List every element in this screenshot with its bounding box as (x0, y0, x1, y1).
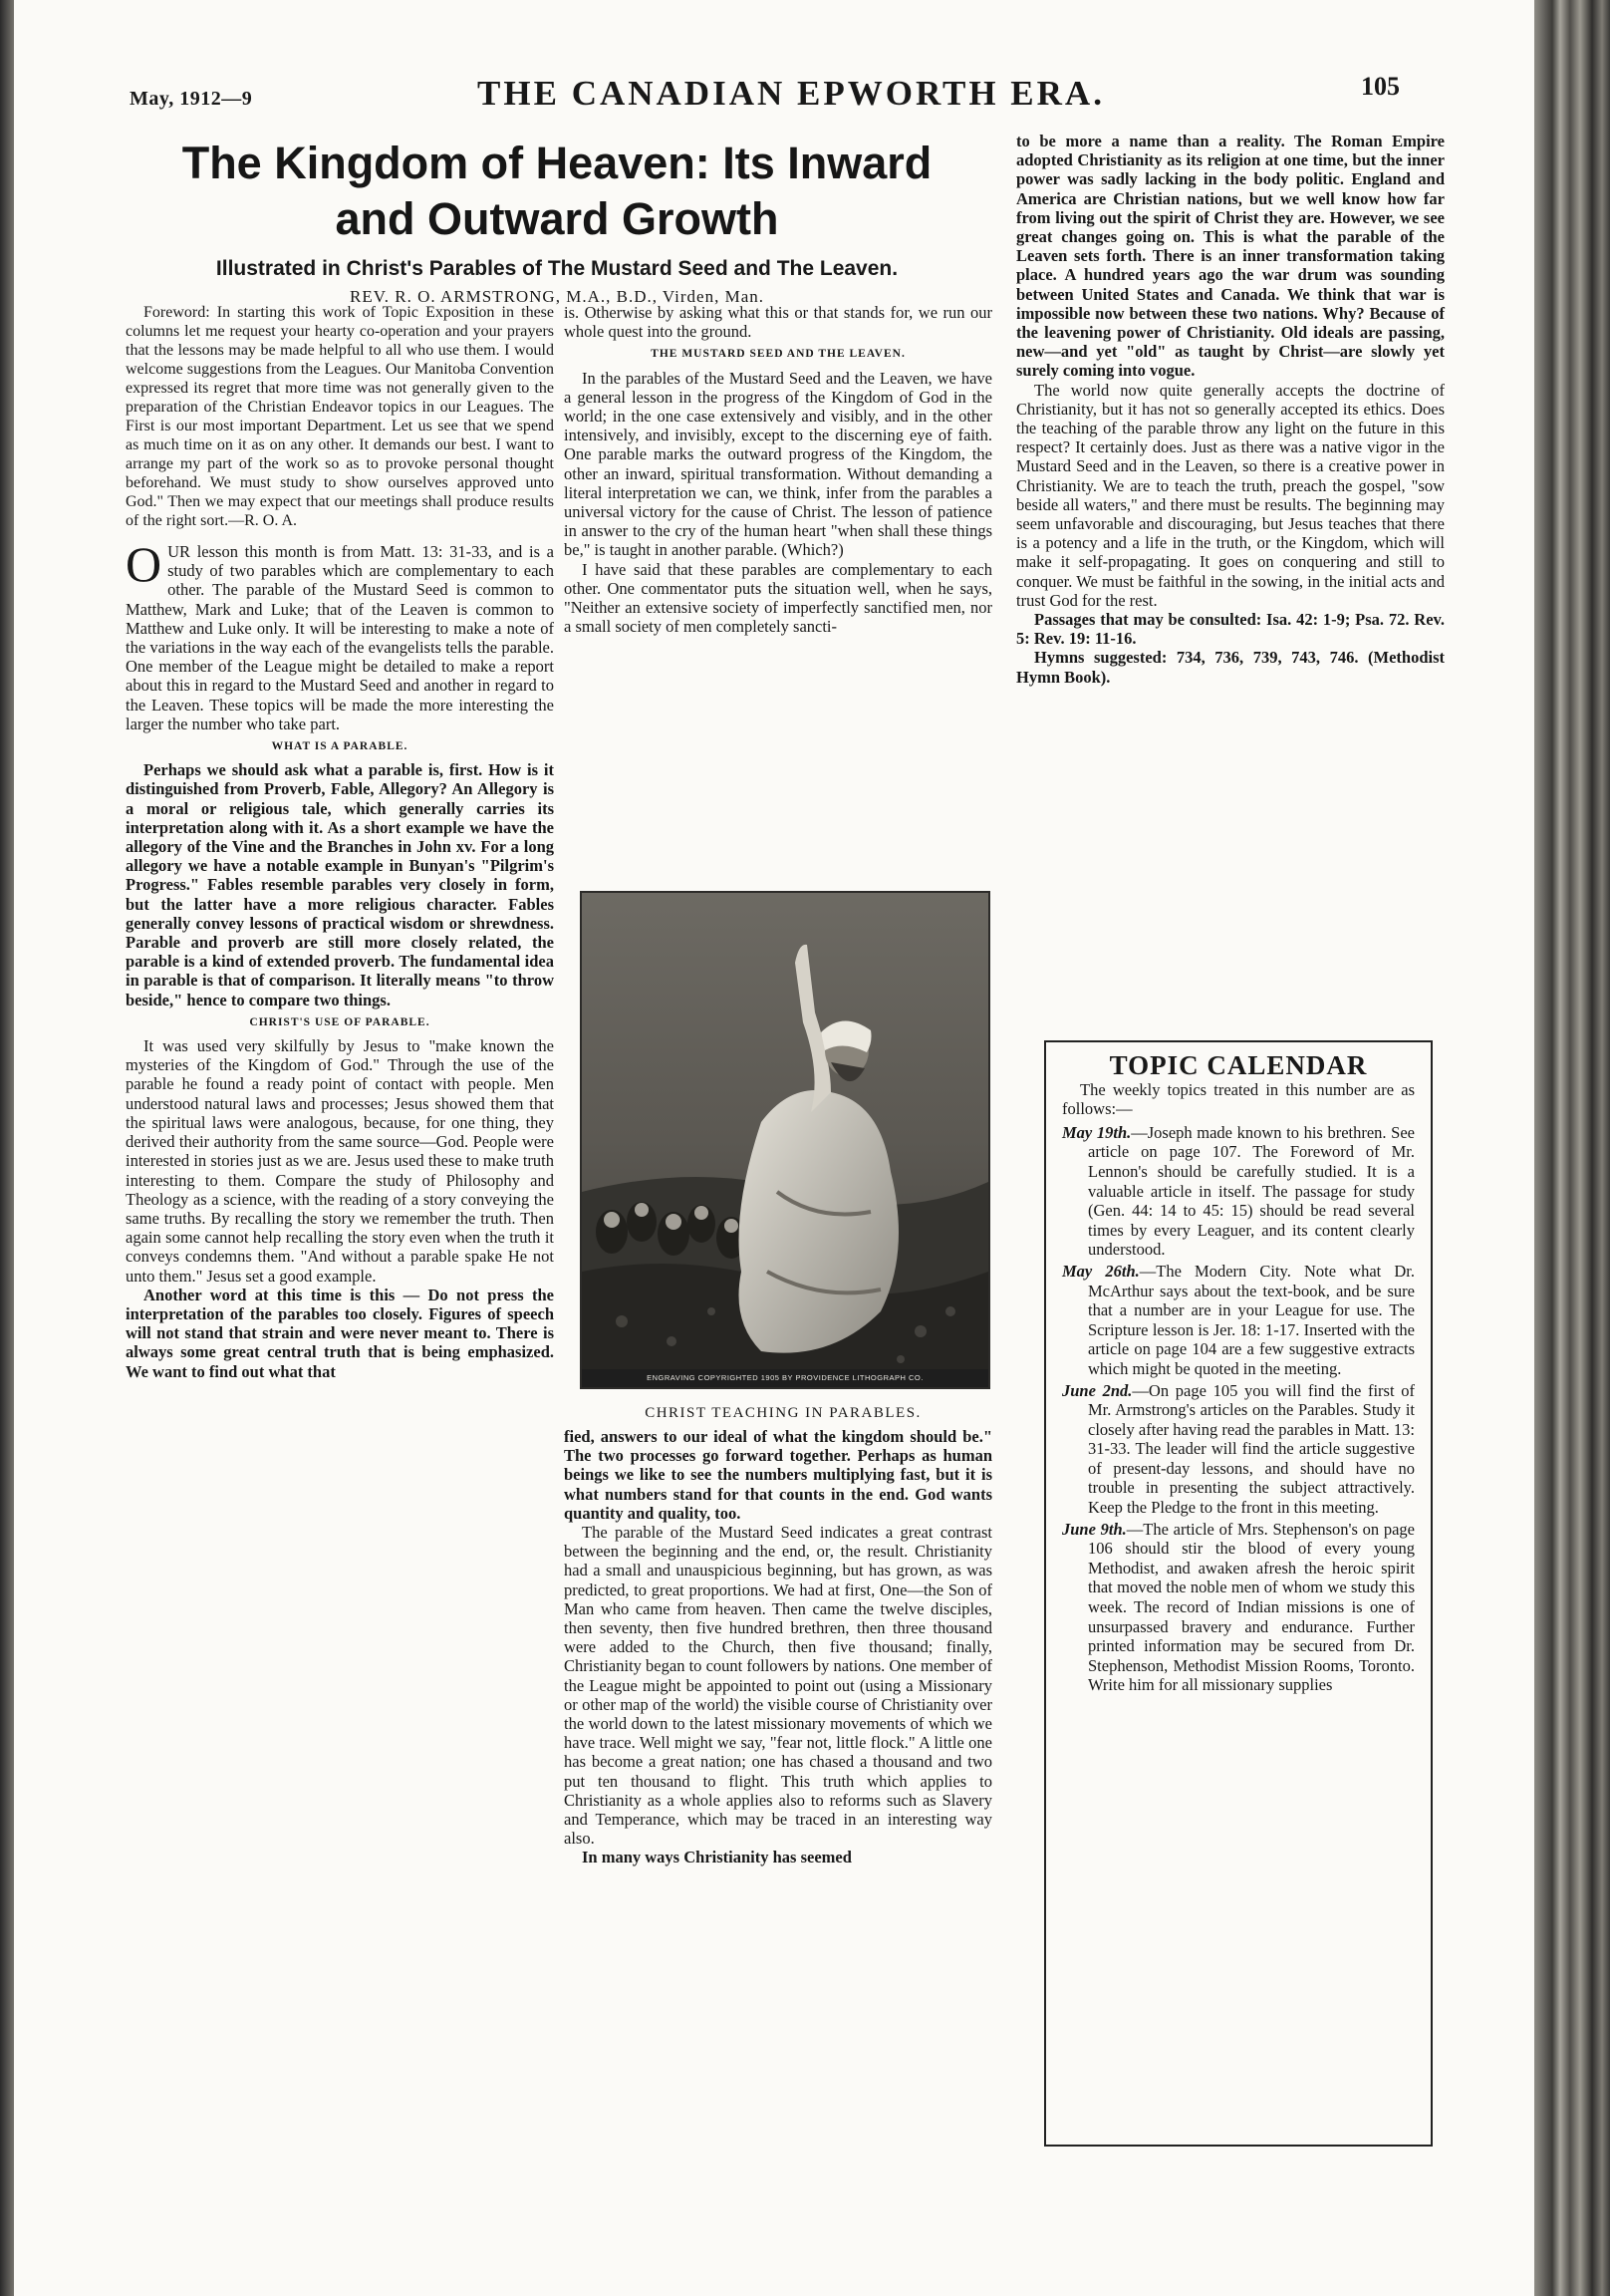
paragraph: I have said that these parables are complementary to each other. One commentator puts the situation well, when he says, "Neither an extensive society of imperfectly sanctified men, nor a small society of men completely sancti- (564, 559, 992, 637)
paragraph: Another word at this time is this — Do not press the interpretation of the parables too closely. Figures of speech will not stand that strain and were never meant to. There is always some great central truth that is being emphasized. We want to find out what that (126, 1285, 554, 1381)
magazine-page (14, 0, 1534, 2296)
article-byline: REV. R. O. ARMSTRONG, M.A., B.D., Virden, Man. (349, 287, 765, 306)
article-title-line-1: The Kingdom of Heaven: Its Inward (181, 138, 933, 188)
page-number: 105 (1361, 72, 1400, 101)
foreword (126, 303, 554, 530)
entry-date: June 9th. (1062, 1519, 1127, 1539)
lesson-intro-text: UR lesson this month is from Matt. 13: 31-33, and is a study of two parables which are complementary to each other. The parable of the Mustard Seed is common to Matthew, Mark and Luke; that of the Leaven is common to Matthew and Luke only. It will be interesting to make a note of the variations in the way each of the evangelists tells the parable. One member of the League might be detailed to make a report about this in regard to the Mustard Seed and another in regard to the Leaven. These topics will be made the more interesting the larger the number who take part. (126, 542, 554, 733)
drop-cap: O (126, 536, 162, 592)
foreword-text: Foreword: In starting this work of Topic Exposition in these columns let me request your hearty co-operation and your prayers that the lessons may be made helpful to all who use them. I would welcome suggestions from the Leagues. Our Manitoba Convention expressed its regret that more time was not generally given to the preparation of the Christian Endeavor topics in our Leagues. The First is our most important Department. Let us see that we spend as much time on it as on any other. It demands our best. I want to arrange my part of the work so as to provoke personal thought beforehand. We must study to show ourselves approved unto God." Then we may expect that our meetings shall produce results of the right sort.—R. O. A. (126, 304, 554, 529)
paragraph: to be more a name than a reality. The Roman Empire adopted Christianity as its religion at one time, but the inner power was sadly lacking in the body politic. England and America are Christian nations, but we well know how far from living out the spirit of Christ they are. However, we see great changes going on. This is what the parable of the Leaven sets forth. There is an inner transformation taking place. A hundred years ago the war drum was sounding between United States and Canada. We think that war is impossible now between these two nations. Why? Because of the leavening power of Christianity. Old ideals are passing, new—and yet "old" as taught by Christ—are slowly yet surely coming into vogue. (1016, 132, 1445, 381)
section-heading-christs-use: CHRIST'S USE OF PARABLE. (249, 1015, 430, 1028)
calendar-entry (1062, 1520, 1415, 1695)
paragraph: Passages that may be consulted: Isa. 42: 1-9; Psa. 72. Rev. 5: Rev. 19: 11-16. (1016, 610, 1445, 649)
paragraph: Hymns suggested: 734, 736, 739, 743, 746. (Methodist Hymn Book). (1016, 648, 1445, 687)
entry-date: May 19th. (1062, 1122, 1132, 1142)
illustration (580, 891, 986, 1422)
entry-date: June 2nd. (1062, 1380, 1133, 1400)
article-title (114, 136, 1000, 247)
book-binding (1534, 0, 1610, 2296)
entry-text: —Joseph made known to his brethren. See article on page 107. The Foreword of Mr. Lennon's should be carefully studied. It is a valuable article in itself. The passage for study (Gen. 44: 14 to 45: 15) should be read several times by every Leaguer, and its content clearly understood. (1088, 1122, 1415, 1260)
column-3 (1016, 132, 1445, 687)
figure-caption: CHRIST TEACHING IN PARABLES. (645, 1405, 922, 1421)
christ-teaching-engraving (582, 893, 988, 1387)
issue-date: May, 1912—9 (130, 88, 253, 110)
calendar-title: TOPIC CALENDAR (1109, 1050, 1368, 1080)
column-2-top (564, 303, 992, 636)
entry-text: —On page 105 you will find the first of Mr. Armstrong's articles on the Parables. Study it closely after having read the parables in Matt. 13: 31-33. The leader will find the article suggestive of present-day lessons, and should have no trouble in presenting the subject attractively. Keep the Pledge to the front in this meeting. (1088, 1380, 1415, 1518)
running-header (14, 0, 1534, 130)
column-2-bottom (564, 1427, 992, 1867)
entry-text: —The Modern City. Note what Dr. McArthur says about the text-book, and be sure that a number are in your League for use. The Scripture lesson is Jer. 18: 1-17. Inserted with the article on page 104 are a few suggestive extracts which might be quoted in the meeting. (1088, 1261, 1415, 1378)
calendar-entry (1062, 1381, 1415, 1518)
calendar-entry (1062, 1262, 1415, 1379)
paragraph: In many ways Christianity has seemed (582, 1848, 852, 1867)
entry-text: —The article of Mrs. Stephenson's on page 106 should stir the blood of every young Methodist, and awaken afresh the heroic spirit that moved the noble men of whom we study this week. The record of Indian missions is one of unsurpassed bravery and endurance. Further printed information may be secured from Dr. Stephenson, Methodist Mission Rooms, Toronto. Write him for all missionary supplies (1088, 1519, 1416, 1695)
magazine-title: THE CANADIAN EPWORTH ERA. (477, 74, 1105, 113)
column-1 (126, 303, 554, 1381)
calendar-intro: The weekly topics treated in this number are as follows:— (1062, 1079, 1415, 1119)
paragraph: In the parables of the Mustard Seed and the Leaven, we have a general lesson in the progress of the Kingdom of God in the world; in the one case extensively and visibly, and in the other intensively, and invisibly, except to the discerning eye of faith. One parable marks the outward progress of the Kingdom, the other an inward, spiritual transformation. Without demanding a literal interpretation we can, we think, infer from the parables a universal victory for the cause of Christ. The lesson of patience in answer to the cry of the human heart "when shall these things be," is taught in another parable. (Which?) (564, 368, 992, 560)
entry-date: May 26th. (1062, 1261, 1140, 1281)
lesson-intro (126, 536, 554, 733)
paragraph: is. Otherwise by asking what this or that stands for, we run our whole quest into the ground. (564, 303, 992, 342)
paragraph: The parable of the Mustard Seed indicates a great contrast between the beginning and the end, or, the result. Christianity had a small and unauspicious beginning, but has grown, as was predicted, to great proportions. We had at first, One—the Son of Man who came from heaven. Then came the twelve disciples, then seventy, then five hundred brethren, then three thousand were added to the Church, then five thousand; finally, Christianity began to count followers by nations. One member of the League might be appointed to point out (using a Missionary or other map of the world) the visible course of Christianity over the world down to the latest missionary movements of which we have trace. Well might we say, "fear not, little flock." A little one has become a great nation; one has chased a thousand and two put ten thousand to flight. This truth which applies to Christianity as a whole applies also to reforms such as Slavery and Temperance, which may be traced in an interesting way also. (564, 1523, 992, 1849)
section-heading-what-is-a-parable: WHAT IS A PARABLE. (271, 740, 408, 753)
engraving-credit: ENGRAVING COPYRIGHTED 1905 BY PROVIDENCE LITHOGRAPH CO. (582, 1369, 988, 1387)
article-subtitle: Illustrated in Christ's Parables of The Mustard Seed and The Leaven. (215, 257, 899, 280)
left-page-edge (0, 0, 14, 2296)
paragraph: Perhaps we should ask what a parable is, first. How is it distinguished from Proverb, Fable, Allegory? An Allegory is a moral or religious tale, which generally carries its interpretation along with it. As a short example we have the allegory of the Vine and the Branches in John xv. For a long allegory we have a notable example in Bunyan's "Pilgrim's Progress." Fables resemble parables very closely in form, but the latter have a more religious character. Fables generally convey lessons of practical wisdom or shrewdness. Parable and proverb are still more closely related, the parable is a kind of extended proverb. The fundamental idea in parable is that of comparison. It literally means "to throw beside," hence to compare two things. (126, 760, 554, 1009)
article-heading (114, 136, 1000, 308)
article-title-line-2: and Outward Growth (335, 193, 779, 244)
topic-calendar-box (1044, 1040, 1433, 2147)
engraving-image (580, 891, 990, 1389)
calendar-entry (1062, 1123, 1415, 1260)
paragraph: The world now quite generally accepts the doctrine of Christianity, but it has not so generally accepted its ethics. Does the teaching of the parable throw any light on the future in this respect? It certainly does. Just as there was a native vigor in the Mustard Seed and in the Leaven, so there is a creative power in Christianity. We are to teach the truth, preach the gospel, "sow beside all waters," and there must be results. The beginning may seem unfavorable and discouraging, but Jesus teaches that there is a potency and a life in the truth, or the Kingdom, which will make it self-propagating. It goes on conquering and still to conquer. We must be faithful in the sowing, in the initial acts and trust God for the rest. (1016, 380, 1445, 610)
paragraph: It was used very skilfully by Jesus to "make known the mysteries of the Kingdom of God." Through the use of the parable he found a ready point of contact with people. Men understood natural laws and processes; Jesus showed them that the spiritual laws were analogous, because, for one thing, they derived their authority from the same source—God. People were interested in stories just as we are. Jesus used these to make truth interesting to them. Compare the study of Philosophy and Theology as a science, with the reading of a story conveying the same truths. By recalling the story we remember the truth. Then again some cannot help recalling the story even when the truth it conveys condemns them. "And without a parable spake He not unto them." Jesus set a good example. (126, 1036, 554, 1286)
section-heading-mustard-seed: THE MUSTARD SEED AND THE LEAVEN. (651, 348, 906, 361)
paragraph: fied, answers to our ideal of what the kingdom should be." The two processes go forward together. Perhaps as human beings we like to see the numbers multiplying fast, but it is what numbers stand for that counts in the end. God wants quantity and quality, too. (564, 1427, 992, 1523)
